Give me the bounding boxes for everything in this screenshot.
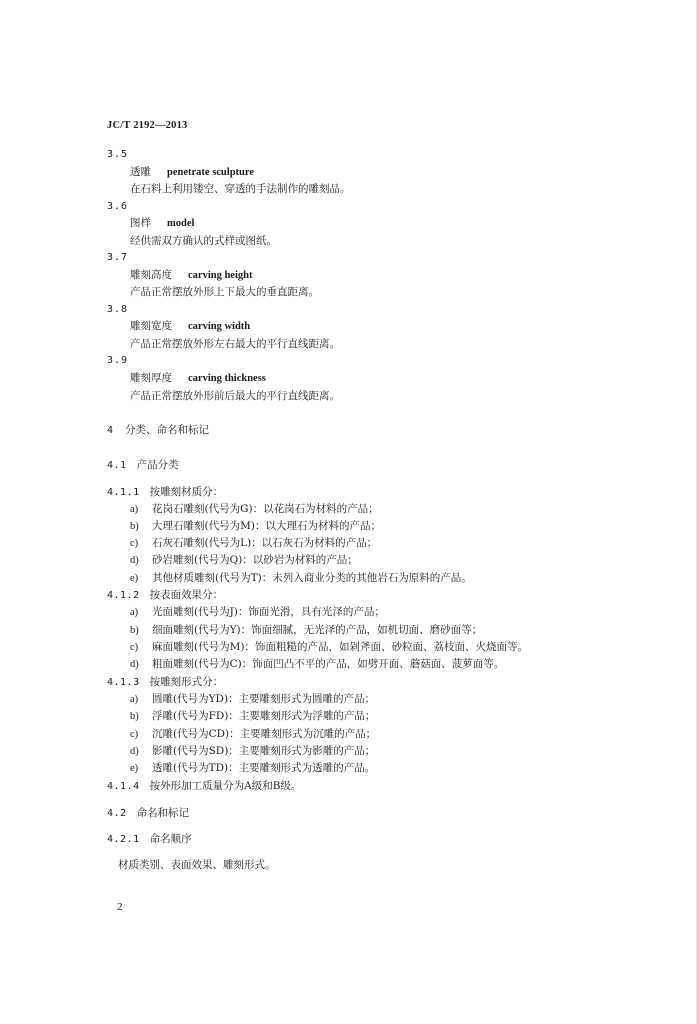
list-letter: d) bbox=[130, 659, 139, 670]
subsection-number: 4.1 bbox=[107, 460, 127, 471]
list-item bbox=[130, 536, 377, 551]
list-text: 透雕(代号为TD)：主要雕刻形式为透雕的产品。 bbox=[152, 762, 376, 774]
term-title bbox=[130, 268, 252, 283]
list-letter: d) bbox=[130, 746, 139, 757]
list-letter: b) bbox=[130, 521, 139, 532]
term-number: 3.5 bbox=[107, 149, 129, 160]
section-number: 4 bbox=[107, 425, 114, 436]
clause-number: 4.1.2 bbox=[107, 590, 140, 601]
term-cn: 雕刻厚度 bbox=[130, 372, 172, 384]
list-item bbox=[130, 692, 375, 707]
term-en: model bbox=[167, 218, 195, 229]
subsection-title: 产品分类 bbox=[136, 459, 179, 471]
term-definition: 在石料上利用镂空、穿透的手法制作的雕刻品。 bbox=[130, 183, 351, 195]
list-text: 花岗石雕刻(代号为G)：以花岗石为材料的产品； bbox=[152, 503, 379, 515]
list-text: 光面雕刻(代号为J)：饰面光滑，具有光泽的产品； bbox=[152, 606, 385, 618]
list-text: 影雕(代号为SD)：主要雕刻形式为影雕的产品； bbox=[152, 745, 376, 757]
list-item bbox=[130, 519, 381, 534]
term-cn: 图样 bbox=[130, 217, 151, 229]
section-heading bbox=[107, 423, 209, 438]
list-text: 其他材质雕刻(代号为T)：未列入商业分类的其他岩石为原料的产品。 bbox=[152, 572, 472, 584]
list-letter: b) bbox=[130, 625, 139, 636]
term-number: 3.8 bbox=[107, 304, 129, 315]
clause-body: 材质类别、表面效果、雕刻形式。 bbox=[118, 859, 276, 871]
list-item bbox=[130, 761, 375, 776]
term-en: penetrate sculpture bbox=[167, 167, 254, 178]
term-cn: 透雕 bbox=[130, 166, 151, 178]
term-definition: 产品正常摆放外形前后最大的平行直线距离。 bbox=[130, 390, 340, 402]
clause-heading bbox=[107, 485, 223, 500]
page-number: 2 bbox=[117, 901, 123, 913]
clause-number: 4.2.1 bbox=[107, 834, 140, 845]
term-en: carving thickness bbox=[188, 373, 266, 384]
list-item bbox=[130, 623, 482, 638]
list-letter: a) bbox=[130, 607, 139, 618]
term-cn: 雕刻宽度 bbox=[130, 320, 172, 332]
term-definition: 产品正常摆放外形上下最大的垂直距离。 bbox=[130, 286, 319, 298]
list-text: 粗面雕刻(代号为C)：饰面凹凸不平的产品，如劈开面、蘑菇面、菠萝面等。 bbox=[152, 658, 505, 670]
clause-heading bbox=[107, 675, 223, 690]
list-text: 大理石雕刻(代号为M)：以大理石为材料的产品； bbox=[152, 520, 381, 532]
list-letter: c) bbox=[130, 538, 139, 549]
list-letter: a) bbox=[130, 694, 139, 705]
list-letter: c) bbox=[130, 642, 139, 653]
clause-title: 按雕刻材质分： bbox=[149, 486, 224, 498]
clause-number: 4.1.3 bbox=[107, 677, 140, 688]
list-item bbox=[130, 502, 379, 517]
list-text: 石灰石雕刻(代号为L)：以石灰石为材料的产品； bbox=[152, 537, 378, 549]
list-item bbox=[130, 605, 385, 620]
list-letter: e) bbox=[130, 573, 139, 584]
subsection-title: 命名和标记 bbox=[136, 807, 190, 819]
clause-heading bbox=[107, 832, 192, 847]
list-item bbox=[130, 553, 358, 568]
list-item bbox=[130, 727, 376, 742]
term-definition: 产品正常摆放外形左右最大的平行直线距离。 bbox=[130, 338, 340, 350]
list-item bbox=[130, 571, 472, 586]
list-text: 浮雕(代号为FD)：主要雕刻形式为浮雕的产品； bbox=[152, 710, 376, 722]
list-letter: c) bbox=[130, 729, 139, 740]
clause-number: 4.1.4 bbox=[107, 781, 140, 792]
term-number: 3.6 bbox=[107, 201, 129, 212]
section-title: 分类、命名和标记 bbox=[125, 424, 210, 436]
term-definition: 经供需双方确认的式样或图纸。 bbox=[130, 235, 277, 247]
term-title bbox=[130, 371, 266, 386]
list-letter: e) bbox=[130, 763, 139, 774]
clause-number: 4.1.1 bbox=[107, 487, 140, 498]
list-item bbox=[130, 657, 504, 672]
standard-id-header: JC/T 2192—2013 bbox=[107, 120, 188, 131]
subsection-heading bbox=[107, 458, 179, 473]
list-letter: d) bbox=[130, 555, 139, 566]
list-text: 细面雕刻(代号为Y)：饰面细腻，无光泽的产品，如机切面、磨砂面等； bbox=[152, 624, 483, 636]
list-item bbox=[130, 744, 375, 759]
term-number: 3.7 bbox=[107, 252, 129, 263]
list-item bbox=[130, 640, 528, 655]
clause-title: 按表面效果分： bbox=[149, 589, 224, 601]
term-en: carving width bbox=[188, 321, 251, 332]
clause-text: 按外形加工质量分为A级和B级。 bbox=[149, 780, 302, 792]
list-text: 圆雕(代号为YD)：主要雕刻形式为圆雕的产品； bbox=[152, 693, 376, 705]
list-text: 砂岩雕刻(代号为Q)：以砂岩为材料的产品； bbox=[152, 554, 358, 566]
term-title bbox=[130, 216, 194, 231]
term-en: carving height bbox=[188, 270, 253, 281]
term-cn: 雕刻高度 bbox=[130, 269, 172, 281]
subsection-heading bbox=[107, 806, 189, 821]
clause-title: 按雕刻形式分： bbox=[149, 676, 224, 688]
list-text: 沉雕(代号为CD)：主要雕刻形式为沉雕的产品； bbox=[152, 728, 377, 740]
list-letter: a) bbox=[130, 504, 139, 515]
term-title bbox=[130, 165, 254, 180]
clause-heading bbox=[107, 779, 301, 794]
clause-heading bbox=[107, 588, 223, 603]
list-letter: b) bbox=[130, 711, 139, 722]
subsection-number: 4.2 bbox=[107, 808, 127, 819]
term-title bbox=[130, 319, 250, 334]
list-item bbox=[130, 709, 375, 724]
list-text: 麻面雕刻(代号为M)：饰面粗糙的产品，如剁斧面、砂粒面、荔枝面、火烧面等。 bbox=[152, 641, 528, 653]
clause-title: 命名顺序 bbox=[149, 833, 192, 845]
term-number: 3.9 bbox=[107, 355, 129, 366]
